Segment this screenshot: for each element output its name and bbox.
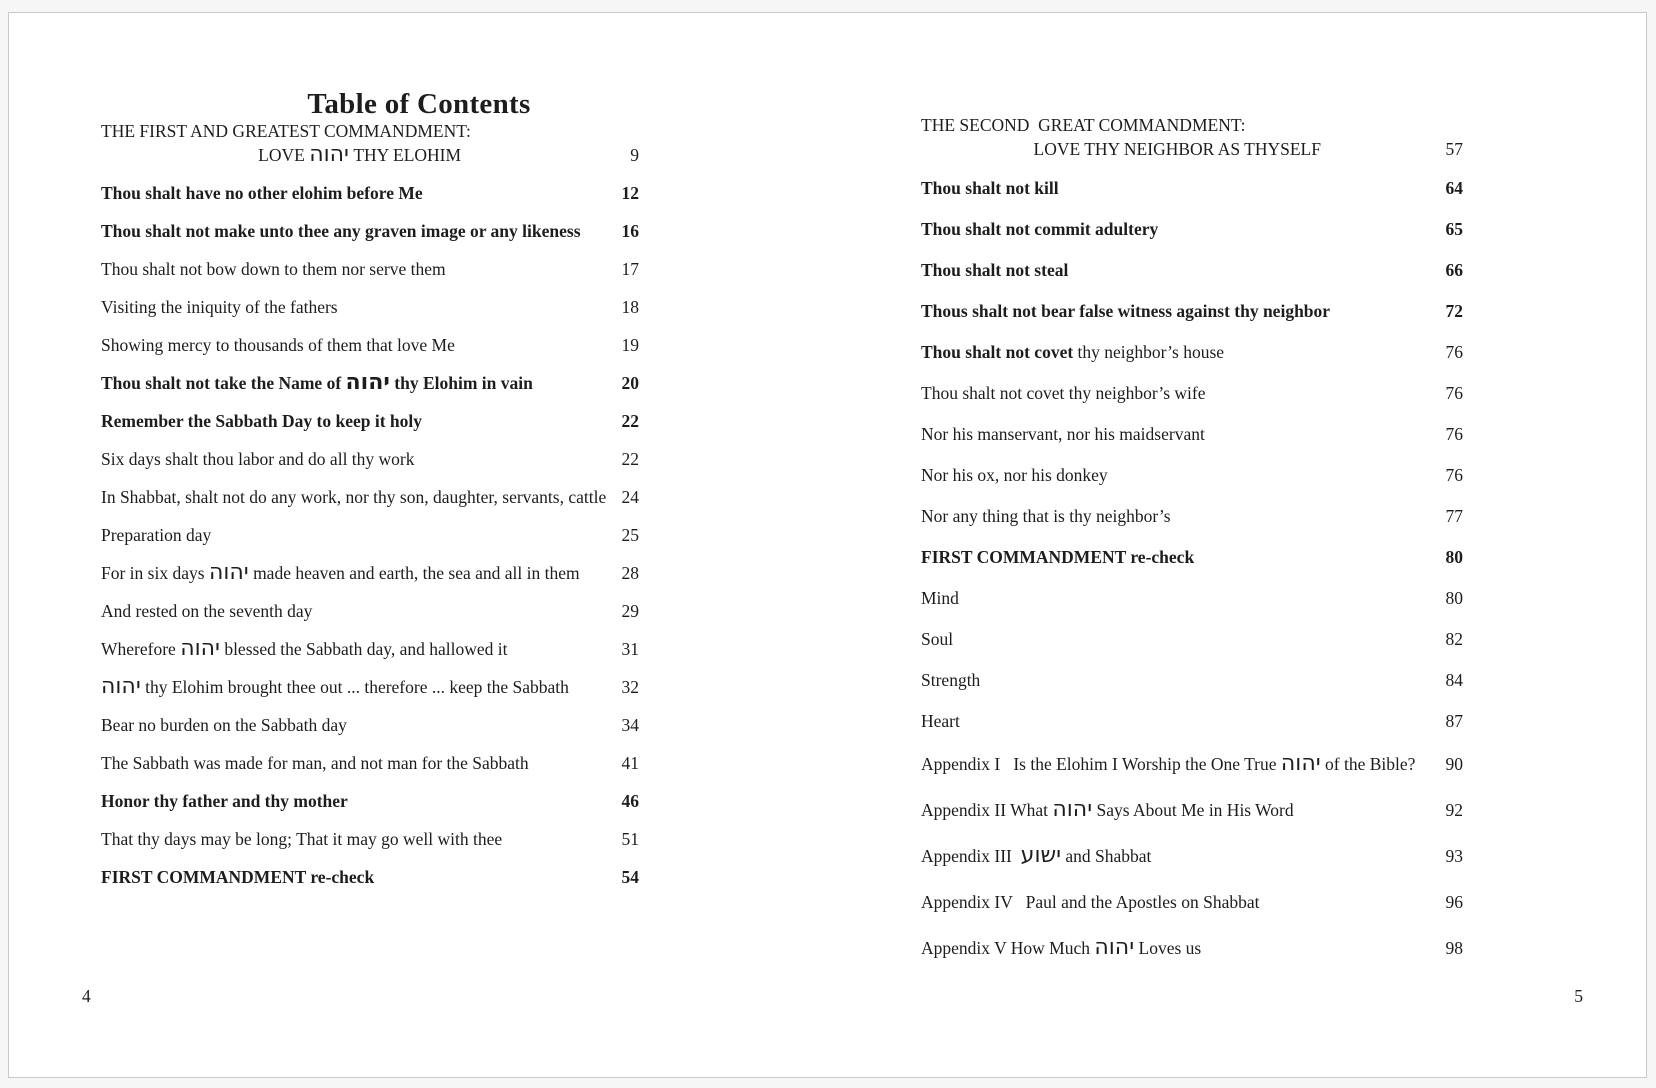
entry-text-segment: Preparation day	[101, 525, 212, 545]
toc-entry-page-number: 98	[1445, 938, 1463, 958]
entry-text-segment: And rested on the seventh day	[101, 601, 313, 621]
toc-entry-row	[101, 790, 639, 812]
folio-page-number-left: 4	[82, 986, 91, 1006]
toc-entry-row	[101, 600, 639, 622]
toc-entry-page-number: 29	[621, 601, 639, 621]
toc-entry-page-number: 76	[1445, 383, 1463, 403]
entry-text-segment: Honor thy father and thy mother	[101, 791, 348, 811]
entry-text-segment: blessed the Sabbath day, and hallowed it	[219, 639, 508, 659]
entry-text-segment: thy Elohim brought thee out ... therefore ... keep the Sabbath	[140, 677, 569, 697]
toc-entry-row	[921, 464, 1463, 486]
toc-entry-page-number: 93	[1445, 846, 1463, 866]
entry-text-segment: Bear no burden on the Sabbath day	[101, 715, 347, 735]
toc-entry-row	[101, 752, 639, 774]
entry-text-segment: For in six days	[101, 563, 209, 583]
toc-entry-page-number: 34	[621, 715, 639, 735]
entry-text-segment: Appendix V How Much	[921, 938, 1095, 958]
toc-entry-page-number: 76	[1445, 424, 1463, 444]
entry-text-segment: thy Elohim in vain	[389, 373, 533, 393]
entry-text-segment: Mind	[921, 588, 959, 608]
toc-entry-list-right	[921, 177, 1463, 732]
toc-entry-row	[921, 587, 1463, 609]
section-heading-line1: THE SECOND GREAT COMMANDMENT:	[921, 115, 1246, 135]
toc-entry-page-number: 87	[1445, 711, 1463, 731]
toc-entry-page-number: 17	[621, 259, 639, 279]
toc-entry-page-number: 66	[1445, 260, 1463, 280]
toc-entry-list-left	[101, 182, 639, 888]
toc-entry-title	[101, 410, 422, 432]
toc-entry-title	[921, 341, 1224, 363]
toc-entry-title	[101, 752, 529, 774]
toc-entry-row	[921, 889, 1463, 916]
toc-entry-row	[101, 296, 639, 318]
toc-entry-row	[921, 341, 1463, 363]
toc-entry-row	[101, 562, 639, 584]
toc-entry-row	[101, 258, 639, 280]
entry-text-segment: Appendix I Is the Elohim I Worship the One True	[921, 754, 1281, 774]
toc-entry-page-number: 16	[621, 221, 639, 241]
toc-entry-row	[101, 486, 639, 508]
toc-entry-title	[101, 866, 374, 888]
toc-entry-title	[921, 259, 1068, 281]
toc-entry-page-number: 51	[621, 829, 639, 849]
entry-text-segment: Showing mercy to thousands of them that love Me	[101, 335, 455, 355]
section-heading-page-number: 57	[1445, 139, 1463, 159]
toc-entry-page-number: 20	[621, 373, 639, 393]
right-page-column	[921, 113, 1463, 981]
hebrew-name-text: יהוה	[309, 142, 349, 167]
section-heading-page-number: 9	[630, 145, 639, 165]
toc-entry-page-number: 22	[621, 449, 639, 469]
entry-text-segment: Thou shalt not take the Name of	[101, 373, 346, 393]
entry-text-segment: Heart	[921, 711, 960, 731]
entry-text-segment: Visiting the iniquity of the fathers	[101, 297, 338, 317]
entry-text-segment: Thou shalt not commit adultery	[921, 219, 1159, 239]
toc-entry-row	[921, 218, 1463, 240]
entry-text-segment: Thou shalt not steal	[921, 260, 1069, 280]
entry-text-segment: That thy days may be long; That it may go well with thee	[101, 829, 503, 849]
toc-entry-page-number: 18	[621, 297, 639, 317]
entry-text-segment: Thou shalt not bow down to them nor serve them	[101, 259, 446, 279]
entry-text-segment: Nor his manservant, nor his maidservant	[921, 424, 1205, 444]
toc-entry-page-number: 25	[621, 525, 639, 545]
section-heading-line2	[101, 143, 618, 167]
toc-entry-page-number: 54	[621, 867, 639, 887]
entry-text-segment: thy neighbor’s house	[1073, 342, 1225, 362]
entry-text-segment: Appendix IV Paul and the Apostles on Shabbat	[921, 892, 1260, 912]
toc-entry-title	[921, 177, 1059, 199]
toc-entry-row	[101, 410, 639, 432]
toc-entry-title	[921, 218, 1158, 240]
toc-entry-row	[921, 843, 1463, 870]
toc-entry-title	[921, 382, 1206, 404]
section-heading-second-commandment	[921, 113, 1463, 161]
entry-text-segment: Thous shalt not bear false witness against thy neighbor	[921, 301, 1331, 321]
entry-text-segment: LOVE THY NEIGHBOR AS THYSELF	[1033, 139, 1321, 159]
toc-entry-row	[921, 382, 1463, 404]
toc-entry-title	[101, 790, 348, 812]
entry-text-segment: Thou shalt not covet thy neighbor’s wife	[921, 383, 1206, 403]
entry-text-segment: Loves us	[1134, 938, 1202, 958]
toc-entry-title	[921, 464, 1108, 486]
toc-entry-page-number: 32	[621, 677, 639, 697]
hebrew-name-text: יהוה	[1094, 935, 1135, 960]
toc-entry-page-number: 19	[621, 335, 639, 355]
entry-text-segment: FIRST COMMANDMENT re-check	[101, 867, 375, 887]
toc-entry-row	[921, 505, 1463, 527]
toc-entry-row	[921, 259, 1463, 281]
toc-entry-page-number: 84	[1445, 670, 1463, 690]
toc-entry-row	[921, 423, 1463, 445]
entry-text-segment: Remember the Sabbath Day to keep it holy	[101, 411, 422, 431]
toc-entry-title	[101, 258, 446, 280]
entry-text-segment: The Sabbath was made for man, and not man for the Sabbath	[101, 753, 529, 773]
toc-entry-row	[921, 710, 1463, 732]
hebrew-name-text: יהוה	[208, 560, 249, 585]
toc-entry-row	[101, 676, 639, 698]
entry-text-segment: made heaven and earth, the sea and all in them	[248, 563, 580, 583]
toc-entry-row	[921, 628, 1463, 650]
entry-text-segment: FIRST COMMANDMENT re-check	[921, 547, 1195, 567]
entry-text-segment: Thou shalt not kill	[921, 178, 1059, 198]
toc-entry-title	[921, 423, 1205, 445]
toc-entry-page-number: 80	[1445, 588, 1463, 608]
toc-entry-page-number: 24	[621, 487, 639, 507]
section-heading-line2	[921, 137, 1434, 161]
toc-entry-row	[921, 300, 1463, 322]
toc-entry-title	[101, 714, 347, 736]
toc-entry-title	[101, 828, 502, 850]
entry-text-segment: Soul	[921, 629, 954, 649]
toc-entry-page-number: 64	[1445, 178, 1463, 198]
toc-entry-page-number: 46	[621, 791, 639, 811]
toc-entry-row	[101, 220, 639, 242]
entry-text-segment: Thou shalt have no other elohim before Me	[101, 183, 423, 203]
entry-text-segment: Appendix II What	[921, 800, 1053, 820]
toc-entry-page-number: 82	[1445, 629, 1463, 649]
toc-entry-page-number: 22	[621, 411, 639, 431]
toc-entry-title	[101, 296, 338, 318]
toc-entry-page-number: 90	[1445, 754, 1463, 774]
entry-text-segment: In Shabbat, shalt not do any work, nor thy son, daughter, servants, cattle	[101, 487, 607, 507]
toc-entry-title	[921, 628, 953, 650]
toc-entry-page-number: 12	[621, 183, 639, 203]
entry-text-segment: Appendix III	[921, 846, 1021, 866]
entry-text-segment: Nor his ox, nor his donkey	[921, 465, 1108, 485]
entry-text-segment: Strength	[921, 670, 981, 690]
entry-text-segment: Nor any thing that is thy neighbor’s	[921, 506, 1171, 526]
toc-entry-title	[101, 638, 507, 660]
toc-entry-page-number: 80	[1445, 547, 1463, 567]
toc-entry-row	[101, 182, 639, 204]
book-spread-page	[8, 12, 1647, 1078]
toc-entry-title	[921, 889, 1259, 916]
hebrew-name-text: יהוה	[345, 370, 390, 395]
toc-entry-title	[101, 448, 415, 470]
toc-entry-title	[921, 587, 959, 609]
entry-text-segment: Thou shalt not make unto thee any graven image or any likeness	[101, 221, 581, 241]
entry-text-segment: Wherefore	[101, 639, 181, 659]
toc-entry-row	[921, 751, 1463, 778]
toc-entry-title	[921, 505, 1171, 527]
toc-entry-title	[921, 710, 960, 732]
entry-text-segment: Six days shalt thou labor and do all thy work	[101, 449, 415, 469]
toc-entry-title	[921, 935, 1201, 962]
toc-entry-title	[101, 600, 312, 622]
toc-entry-title	[921, 751, 1415, 778]
toc-entry-row	[101, 524, 639, 546]
toc-entry-title	[101, 182, 423, 204]
toc-entry-page-number: 77	[1445, 506, 1463, 526]
toc-entry-row	[101, 714, 639, 736]
entry-text-segment: THY ELOHIM	[348, 145, 462, 165]
section-heading-line1: THE FIRST AND GREATEST COMMANDMENT:	[101, 121, 471, 141]
hebrew-name-text: יהוה	[101, 674, 141, 699]
toc-entry-title	[921, 546, 1194, 568]
toc-entry-title	[921, 843, 1151, 870]
toc-entry-title	[101, 372, 533, 394]
entry-text-segment: Thou shalt not covet	[921, 342, 1074, 362]
toc-entry-row	[101, 828, 639, 850]
folio-page-number-right: 5	[1574, 986, 1583, 1006]
hebrew-name-text: יהוה	[1280, 751, 1321, 776]
entry-text-segment: Says About Me in His Word	[1092, 800, 1294, 820]
toc-entry-row	[921, 935, 1463, 962]
entry-text-segment: and Shabbat	[1061, 846, 1152, 866]
toc-entry-row	[921, 546, 1463, 568]
toc-entry-row	[101, 638, 639, 660]
toc-entry-title	[101, 524, 211, 546]
toc-entry-title	[921, 797, 1294, 824]
left-page-column	[101, 119, 639, 904]
toc-entry-title	[921, 300, 1330, 322]
toc-entry-title	[101, 486, 606, 508]
toc-entry-page-number: 28	[621, 563, 639, 583]
toc-entry-row	[921, 177, 1463, 199]
entry-text-segment: of the Bible?	[1320, 754, 1416, 774]
entry-text-segment: LOVE	[258, 145, 310, 165]
toc-entry-page-number: 76	[1445, 342, 1463, 362]
toc-entry-title	[101, 220, 581, 242]
toc-entry-title	[101, 676, 569, 698]
toc-entry-row	[101, 448, 639, 470]
toc-entry-title	[101, 334, 455, 356]
toc-entry-page-number: 76	[1445, 465, 1463, 485]
toc-entry-page-number: 92	[1445, 800, 1463, 820]
page-title: Table of Contents	[307, 88, 531, 121]
hebrew-name-text: ישוע	[1020, 843, 1061, 868]
toc-entry-page-number: 65	[1445, 219, 1463, 239]
toc-entry-row	[101, 372, 639, 394]
toc-entry-row	[101, 866, 639, 888]
toc-entry-row	[101, 334, 639, 356]
hebrew-name-text: יהוה	[1052, 797, 1093, 822]
toc-entry-row	[921, 669, 1463, 691]
section-heading-first-commandment	[101, 119, 639, 167]
toc-entry-page-number: 41	[621, 753, 639, 773]
toc-entry-title	[921, 669, 980, 691]
toc-entry-page-number: 96	[1445, 892, 1463, 912]
hebrew-name-text: יהוה	[180, 636, 220, 661]
toc-entry-row	[921, 797, 1463, 824]
toc-entry-page-number: 72	[1445, 301, 1463, 321]
toc-entry-page-number: 31	[621, 639, 639, 659]
toc-appendix-list	[921, 751, 1463, 962]
toc-entry-title	[101, 562, 580, 584]
